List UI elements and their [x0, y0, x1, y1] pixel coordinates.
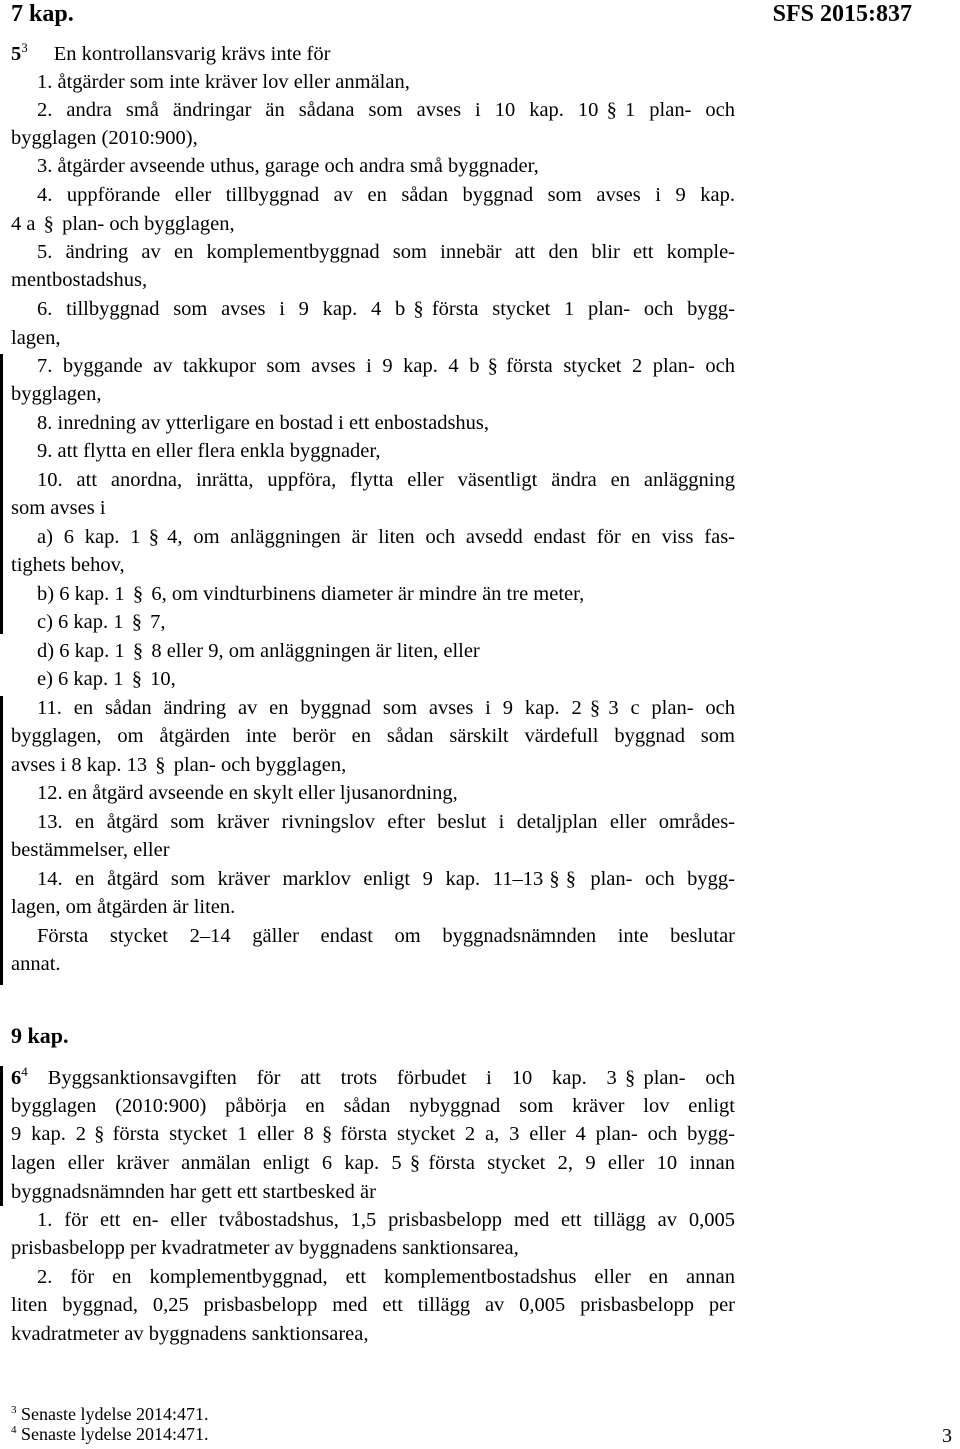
list-item: 12. en åtgärd avseende en skylt eller ljusanordning, [37, 782, 458, 804]
paragraph-line: mentbostadshus, [11, 269, 148, 291]
paragraph-line: som avses i [11, 497, 106, 519]
list-item: 4. uppförande eller tillbyggnad av en sådan byggnad som avses i 9 kap. [37, 184, 735, 206]
chapter-heading: 7 kap. [11, 1, 74, 27]
paragraph-line: kvadratmeter av byggnadens sanktionsarea, [11, 1323, 369, 1345]
paragraph-line: tighets behov, [11, 554, 125, 576]
paragraph-line: liten byggnad, 0,25 prisbasbelopp med ett tillägg av 0,005 prisbasbelopp per [11, 1294, 735, 1316]
footnote: $^3$ Senaste lydelse 2014:471. [11, 1404, 209, 1424]
footnote: $^4$ Senaste lydelse 2014:471. [11, 1424, 209, 1444]
paragraph-line: 4 a § plan- och bygglagen, [11, 213, 235, 235]
footnote-ref: 4 [21, 1064, 28, 1079]
list-item: c) 6 kap. 1 § 7, [37, 611, 166, 633]
list-item: 1. åtgärder som inte kräver lov eller anmälan, [37, 71, 410, 93]
change-bar [0, 696, 3, 985]
paragraph-line: $5^3$ En kontrollansvarig krävs inte för [11, 40, 331, 65]
section-number: 5 [11, 43, 22, 65]
footnote-ref: 3 [21, 40, 28, 55]
list-item: 14. en åtgärd som kräver marklov enligt 9 kap. 11–13 § § plan- och bygg- [37, 868, 736, 890]
chapter-heading-9: 9 kap. [11, 1023, 69, 1048]
list-item: 2. för en komplementbyggnad, ett komplementbostadshus eller en annan [37, 1266, 735, 1288]
list-item: 11. en sådan ändring av en byggnad som avses i 9 kap. 2 § 3 c plan- och [37, 697, 735, 719]
list-item: 10. att anordna, inrätta, uppföra, flytta eller väsentligt ändra en anläggning [37, 469, 735, 491]
list-item: 8. inredning av ytterligare en bostad i ett enbostadshus, [37, 412, 490, 434]
section-number: 6 [11, 1067, 22, 1089]
paragraph-line: 9 kap. 2 § första stycket 1 eller 8 § första stycket 2 a, 3 eller 4 plan- och bygg- [11, 1123, 735, 1145]
paragraph-line: bygglagen (2010:900) påbörja en sådan nybyggnad som kräver lov enligt [11, 1095, 735, 1117]
list-item: d) 6 kap. 1 § 8 eller 9, om anläggningen är liten, eller [37, 640, 480, 662]
list-item: 7. byggande av takkupor som avses i 9 kap. 4 b § första stycket 2 plan- och [37, 355, 735, 377]
paragraph-line: $6^4$ Byggsanktionsavgiften för att trots förbudet i 10 kap. 3 § plan- och [11, 1064, 735, 1089]
list-item: 13. en åtgärd som kräver rivningslov efter beslut i detaljplan eller områdes- [37, 811, 735, 833]
paragraph-line: bygglagen (2010:900), [11, 127, 198, 149]
paragraph-line: byggnadsnämnden har gett ett startbesked är [11, 1181, 376, 1203]
change-bar [0, 354, 3, 634]
change-bar [0, 1066, 3, 1206]
list-item: 2. andra små ändringar än sådana som avses i 10 kap. 10 § 1 plan- och [37, 99, 735, 121]
list-item: e) 6 kap. 1 § 10, [37, 668, 176, 690]
paragraph-line: Första stycket 2–14 gäller endast om byggnadsnämnden inte beslutar [37, 925, 735, 947]
paragraph-line: avses i 8 kap. 13 § plan- och bygglagen, [11, 754, 347, 776]
list-item: 9. att flytta en eller flera enkla byggnader, [37, 440, 381, 462]
list-item: b) 6 kap. 1 § 6, om vindturbinens diameter är mindre än tre meter, [37, 583, 585, 605]
paragraph-line: bestämmelser, eller [11, 839, 170, 861]
paragraph-line: lagen, [11, 327, 61, 349]
paragraph-line: bygglagen, om åtgärden inte berör en sådan särskilt värdefull byggnad som [11, 725, 735, 747]
paragraph-line: annat. [11, 953, 61, 975]
paragraph-line: bygglagen, [11, 383, 102, 405]
paragraph-line: lagen eller kräver anmälan enligt 6 kap. 5 § första stycket 2, 9 eller 10 innan [11, 1152, 736, 1174]
list-item: 1. för ett en- eller tvåbostadshus, 1,5 prisbasbelopp med ett tillägg av 0,005 [37, 1209, 735, 1231]
list-item: a) 6 kap. 1 § 4, om anläggningen är liten och avsedd endast för en viss fas- [37, 526, 735, 548]
paragraph-line: lagen, om åtgärden är liten. [11, 896, 236, 918]
paragraph-line: prisbasbelopp per kvadratmeter av byggnadens sanktionsarea, [11, 1237, 519, 1259]
list-item: 6. tillbyggnad som avses i 9 kap. 4 b § första stycket 1 plan- och bygg- [37, 298, 735, 320]
list-item: 3. åtgärder avseende uthus, garage och andra små byggnader, [37, 155, 539, 177]
page-number: 3 [942, 1425, 952, 1447]
list-item: 5. ändring av en komplementbyggnad som innebär att den blir ett komple- [37, 241, 735, 263]
sfs-number: SFS 2015:837 [772, 1, 912, 27]
